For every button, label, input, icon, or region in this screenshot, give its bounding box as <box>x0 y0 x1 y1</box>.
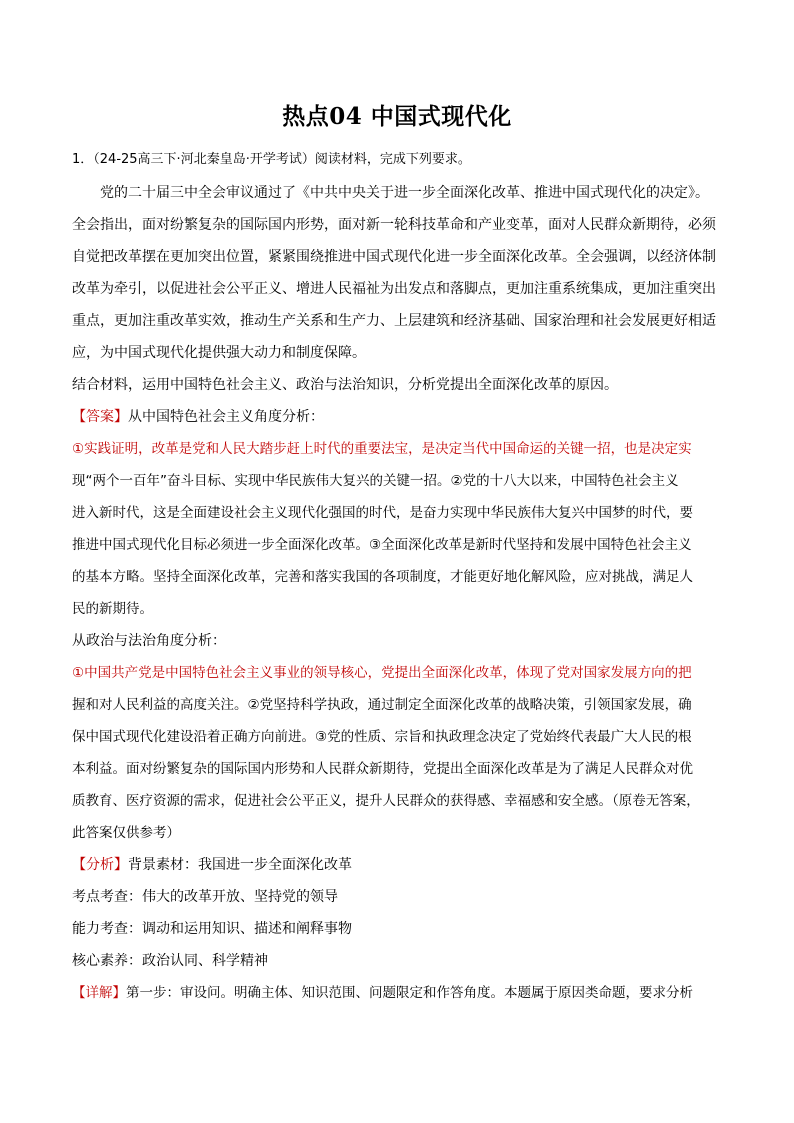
material-line: 改革为牵引，以促进社会公平正义、增进人民福祉为出发点和落脚点，更加注重系统集成，更加注重突出 <box>72 281 716 297</box>
analysis-points: 考点考查：伟大的改革开放、坚持党的领导 <box>72 889 338 905</box>
answer-line: ①中国共产党是中国特色社会主义事业的领导核心，党提出全面深化改革，体现了党对国家发展方向的把 <box>72 665 692 681</box>
question-number: 1． <box>72 152 94 167</box>
analysis-material: 背景素材：我国进一步全面深化改革 <box>128 857 352 873</box>
answer-tag: 【答案】 <box>72 409 128 425</box>
answer-line: 保中国式现代化建设沿着正确方向前进。③党的性质、宗旨和执政理念决定了党始终代表最广大人民的根 <box>72 729 692 745</box>
answer-line: 现“两个一百年”奋斗目标、实现中华民族伟大复兴的关键一招。②党的十八大以来，中国特色社会主义 <box>72 473 679 489</box>
answer-line: 本利益。面对纷繁复杂的国际国内形势和人民群众新期待，党提出全面深化改革是为了满足人民群众对优 <box>72 761 693 777</box>
answer-intro: 从中国特色社会主义角度分析： <box>128 409 324 425</box>
material-line: 全会指出，面对纷繁复杂的国际国内形势，面对新一轮科技革命和产业变革，面对人民群众新期待，必须 <box>72 217 716 233</box>
question-source: （24-25高三下·河北秦皇岛·开学考试） <box>93 152 315 167</box>
detail-text: 第一步：审设问。明确主体、知识范围、问题限定和作答角度。本题属于原因类命题，要求分析 <box>126 985 693 1001</box>
answer-line: ①实践证明，改革是党和人民大踏步赶上时代的重要法宝，是决定当代中国命运的关键一招，也是决定实 <box>72 441 692 457</box>
analysis-tag: 【分析】 <box>72 857 128 873</box>
question-prompt: 结合材料，运用中国特色社会主义、政治与法治知识，分析党提出全面深化改革的原因。 <box>72 377 618 393</box>
answer-line: 进入新时代，这是全面建设社会主义现代化强国的时代，是奋力实现中华民族伟大复兴中国梦的时代，要 <box>72 505 693 521</box>
page-title: 热点04 中国式现代化 <box>282 103 512 130</box>
material-line: 党的二十届三中全会审议通过了《中共中央关于进一步全面深化改革、推进中国式现代化的决定》。 <box>100 185 709 201</box>
question-instruction: 阅读材料，完成下列要求。 <box>314 152 471 167</box>
analysis-literacy: 核心素养：政治认同、科学精神 <box>72 953 268 969</box>
analysis-ability: 能力考查：调动和运用知识、描述和阐释事物 <box>72 921 352 937</box>
answer-line: 推进中国式现代化目标必须进一步全面深化改革。③全面深化改革是新时代坚持和发展中国特色社会主义 <box>72 537 692 553</box>
answer-line: 此答案仅供参考） <box>72 825 180 841</box>
answer-part2-intro: 从政治与法治角度分析： <box>72 633 226 649</box>
material-line: 重点，更加注重改革实效，推动生产关系和生产力、上层建筑和经济基础、国家治理和社会发展更好相适 <box>72 313 716 329</box>
material-line: 自觉把改革摆在更加突出位置，紧紧围绕推进中国式现代化进一步全面深化改革。全会强调，以经济体制 <box>72 249 716 265</box>
answer-line: 质教育、医疗资源的需求，促进社会公平正义，提升人民群众的获得感、幸福感和安全感。（原卷无答案， <box>72 793 700 809</box>
answer-line: 的基本方略。坚持全面深化改革，完善和落实我国的各项制度，才能更好地化解风险，应对挑战，满足人 <box>72 569 693 585</box>
answer-header <box>72 404 732 436</box>
answer-line: 握和对人民利益的高度关注。②党坚持科学执政，通过制定全面深化改革的战略决策，引领国家发展，确 <box>72 697 692 713</box>
question-body <box>72 180 732 1012</box>
analysis-header <box>72 852 732 884</box>
question-header <box>72 150 732 170</box>
detail-tag: 【详解】 <box>72 985 126 1001</box>
answer-line: 民的新期待。 <box>72 601 153 617</box>
detail-header <box>72 980 732 1012</box>
material-line: 应，为中国式现代化提供强大动力和制度保障。 <box>72 345 366 361</box>
